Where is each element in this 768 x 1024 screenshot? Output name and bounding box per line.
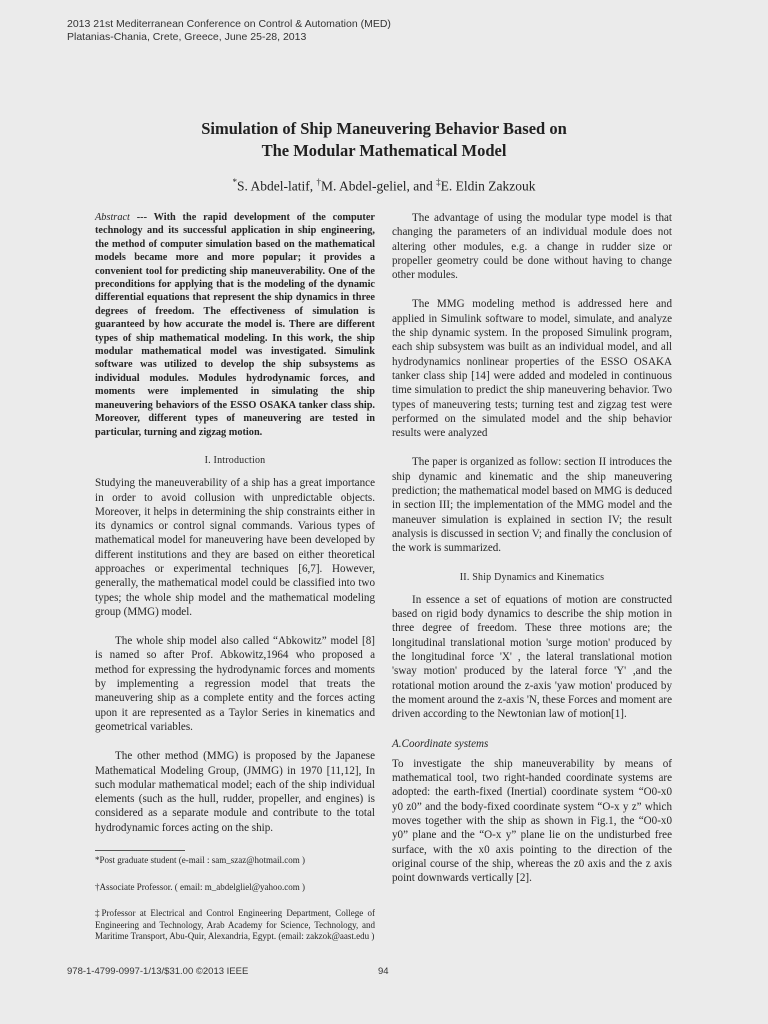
- footnote-2: †Associate Professor. ( email: m_abdelgliel@yahoo.com ): [95, 881, 305, 892]
- author-1: S. Abdel-latif,: [237, 178, 317, 194]
- intro-paragraph-1: Studying the maneuverability of a ship has a great importance in order to avoid collusion with unpredictable objects. Moreover, it helps in determining the ship constraints either in its dynamics or control signal commands. Various types of mathematical model for maneuvering have been developed by different institutions and they are based on either theoretical approaches or experimental techniques [6,7]. However, generally, the mathematical model could be classified into two types; the whole ship model and the mathematical modeling group (MMG) model.: [95, 477, 375, 618]
- conference-line-1: 2013 21st Mediterranean Conference on Control & Automation (MED): [67, 18, 391, 30]
- footnote-3: ‡Professor at Electrical and Control Engineering Department, College of Engineering and Technology, Arab Academy for Science, Technology, and Maritime Transport, Abu-Quir, Alexandria, Egypt. (email: zakzok@aast.edu ): [95, 908, 375, 942]
- author-list: [0, 177, 768, 195]
- right-column: [392, 211, 672, 900]
- intro-paragraph-3: The other method (MMG) is proposed by the Japanese Mathematical Modeling Group, (JMMG) in 1970 [11,12], In such modular mathematical model; each of the ship individual elements (such as the hull, rudder, propeller, and engines) is considered as a separate module and contribute to the total hydrodynamic forces acting on the ship.: [95, 750, 375, 834]
- left-column: [95, 211, 375, 958]
- author-2: M. Abdel-geliel, and: [321, 178, 437, 194]
- paper-title: [0, 118, 768, 162]
- abstract-label: Abstract: [95, 212, 130, 223]
- author-3-mark: ‡: [436, 177, 441, 187]
- author-3: E. Eldin Zakzouk: [440, 178, 536, 194]
- intro-paragraph-6: The paper is organized as follow: section II introduces the ship dynamic and kinematic and the ship maneuvering prediction; the mathematical model based on MMG is deduced in section III; the implementation of the MMG model and the maneuver simulation is explained in section IV; the result analysis is discussed in section V; and finally the conclusion of the work is summarized.: [392, 456, 672, 555]
- author-1-mark: *: [232, 177, 238, 187]
- section-1-heading: I. Introduction: [204, 454, 266, 466]
- footer-isbn: 978-1-4799-0997-1/13/$31.00 ©2013 IEEE: [67, 966, 249, 977]
- author-2-mark: †: [316, 177, 322, 187]
- footnote-1: *Post graduate student (e-mail : sam_szaz@hotmail.com ): [95, 855, 305, 866]
- page-number: 94: [378, 966, 389, 977]
- footnote-divider: [95, 850, 185, 851]
- intro-paragraph-2: The whole ship model also called “Abkowitz” model [8] is named so after Prof. Abkowitz,1964 who proposed a method for expressing the hydrodynamic forces and moments by implementing a regression model that treats the maneuvering ship as a complete entity and the forces acting upon it are represented as a Taylor Series in kinematics and geometrical variables.: [95, 635, 375, 733]
- conference-line-2: Platanias-Chania, Crete, Greece, June 25-28, 2013: [67, 31, 307, 43]
- section-2-heading: II. Ship Dynamics and Kinematics: [459, 571, 605, 583]
- conference-header: [67, 18, 391, 44]
- coordinate-paragraph: To investigate the ship maneuverability by means of mathematical tool, two right-handed coordinate systems are adopted: the earth-fixed (Inertial) coordinate system “O0-x0 y0 z0” and the body-fixed coordinate system “O-x y z” which moves together with the ship as shown in Fig.1, the “O0-x0 y0” plane and the “O-x y” plane lie on the undisturbed free surface, with the x0 axis pointing to the direction of the original course of the ship, whereas the z0 axis and the z axis point downwards vertically [2].: [392, 757, 672, 885]
- dynamics-paragraph-1: In essence a set of equations of motion are constructed based on rigid body dynamics to describe the ship motion in three degree of freedom. These three motions are; the longitudinal translational motion 'surge motion' produced by the longitudinal force 'X' , the lateral translational motion 'sway motion' produced by the lateral force 'Y' ,and the rotational motion around the z-axis 'yaw motion' produced by the moment around the z-axis 'N, these Forces and moment are driven according to the Newtonian law of motion[1].: [392, 593, 672, 721]
- abstract-text: --- With the rapid development of the computer technology and its successful application in ship engineering, the method of computer simulation based on the mathematical models became more and more popular; it provides a convenient tool for predicting ship maneuverability. One of the preconditions for applying that is the modeling of the dynamic differential equations that represent the ship dynamics in three degrees of freedom. The effectiveness of simulation is guaranteed by how accurate the model is. There are different types of ship mathematical modeling. In this work, the ship modular mathematical model was investigated. Simulink software was utilized to develop the ship subsystems as individual modules. Modules hydrodynamic forces, and moments were implemented in simulating the ship maneuvering behaviors of the ESSO OSAKA tanker class ship. Moreover, different types of maneuvering are tested in particular, turning and zigzag motion.: [95, 212, 375, 438]
- intro-paragraph-4: The advantage of using the modular type model is that changing the parameters of an individual module does not altering other modules, e.g. a change in rudder size or propeller geometry could be done without having to change other modules.: [392, 212, 672, 282]
- intro-paragraph-5: The MMG modeling method is addressed here and applied in Simulink software to model, simulate, and analyze the ship dynamic system. In the proposed Simulink program, each ship subsystem was built as an individual model, and all hydrodynamics nonlinear properties of the ESSO OSAKA tanker class ship [14] were added and modeled in continuous time simulation to predict the ship maneuvering behavior. Two types of maneuvering tests; turning test and zigzag test were performed on the simulated model and the ship behavior results were analyzed: [392, 298, 672, 440]
- abstract: [95, 211, 375, 439]
- title-line-1: Simulation of Ship Maneuvering Behavior Based on: [201, 119, 567, 138]
- subsection-a-heading: A.Coordinate systems: [392, 737, 489, 750]
- title-line-2: The Modular Mathematical Model: [261, 141, 507, 160]
